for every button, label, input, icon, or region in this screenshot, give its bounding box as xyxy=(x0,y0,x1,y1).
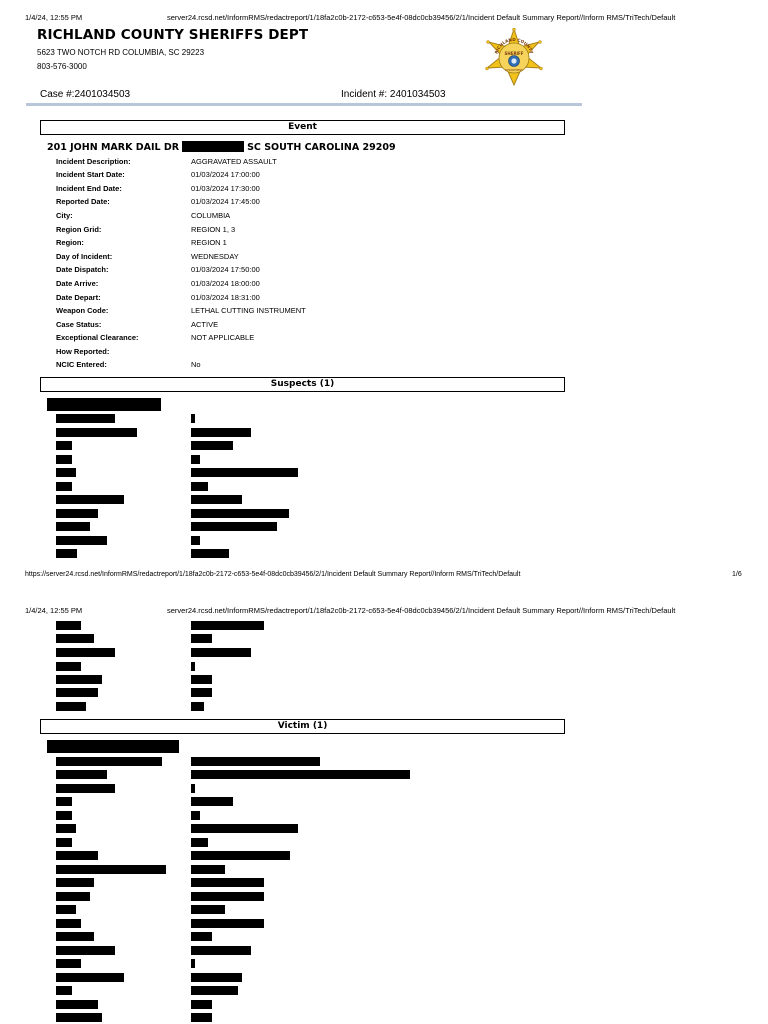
field-label: Weapon Code: xyxy=(56,306,109,315)
redaction-block xyxy=(191,1000,212,1009)
redaction-block xyxy=(191,851,290,860)
section-event-header: Event xyxy=(40,120,565,135)
field-value: WEDNESDAY xyxy=(191,252,239,261)
redaction-block xyxy=(56,702,86,711)
redaction-block xyxy=(191,986,238,995)
field-label: Region Grid: xyxy=(56,225,102,234)
footer-url: https://server24.rcsd.net/InformRMS/redactreport/1/18fa2c0b-2172-c653-5e4f-08dc0cb39456/2/1/Incident Default Summary Report//Inform RMS/TriTech/Default xyxy=(25,571,521,578)
field-label: Case Status: xyxy=(56,320,102,329)
field-value: 01/03/2024 17:30:00 xyxy=(191,184,260,193)
redaction-block xyxy=(56,536,107,545)
redaction-block xyxy=(56,549,77,558)
redaction-block xyxy=(191,648,251,657)
redaction-block xyxy=(191,784,195,793)
redaction-block xyxy=(191,892,264,901)
location-street: 201 JOHN MARK DAIL DR xyxy=(47,142,180,153)
redaction-block xyxy=(56,986,72,995)
redaction-block xyxy=(56,509,98,518)
redaction-block xyxy=(191,811,200,820)
case-number: Case #:2401034503 xyxy=(40,89,131,100)
redaction-block xyxy=(47,398,161,411)
redaction-block xyxy=(56,824,76,833)
redaction-block xyxy=(56,932,94,941)
redaction-block xyxy=(56,973,124,982)
redaction-block xyxy=(191,536,200,545)
footer-page-number: 1/6 xyxy=(732,571,742,578)
redaction-block xyxy=(191,865,225,874)
redaction-block xyxy=(191,838,208,847)
field-label: Exceptional Clearance: xyxy=(56,333,139,342)
agency-phone: 803-576-3000 xyxy=(37,62,87,71)
redaction-block xyxy=(191,634,212,643)
field-value: NOT APPLICABLE xyxy=(191,333,255,342)
redaction-block xyxy=(56,878,94,887)
field-label: Incident Description: xyxy=(56,157,131,166)
field-label: Region: xyxy=(56,238,84,247)
redaction-block xyxy=(56,946,115,955)
badge-text-bottom: DEPARTMENT xyxy=(505,69,523,72)
field-value: REGION 1, 3 xyxy=(191,225,236,234)
redaction-block xyxy=(56,865,166,874)
redaction-block xyxy=(56,522,90,531)
field-value: AGGRAVATED ASSAULT xyxy=(191,157,277,166)
redaction-block xyxy=(56,455,72,464)
redaction-block xyxy=(191,621,264,630)
redaction-block xyxy=(56,482,72,491)
redaction-block xyxy=(191,455,200,464)
redaction-block xyxy=(191,702,204,711)
redaction-block xyxy=(56,468,76,477)
field-value: 01/03/2024 17:50:00 xyxy=(191,265,260,274)
field-value: 01/03/2024 17:45:00 xyxy=(191,197,260,206)
redaction-block xyxy=(191,509,289,518)
redaction-block xyxy=(191,675,212,684)
redaction-block xyxy=(191,468,298,477)
redaction-block xyxy=(56,1013,102,1022)
redaction-block xyxy=(56,1000,98,1009)
redaction-block xyxy=(191,414,195,423)
field-value: COLUMBIA xyxy=(191,211,231,220)
redaction-block xyxy=(191,973,242,982)
redaction-block xyxy=(191,428,251,437)
location-state-zip: SC SOUTH CAROLINA 29209 xyxy=(247,142,396,153)
field-label: Incident Start Date: xyxy=(56,170,125,179)
field-value: LETHAL CUTTING INSTRUMENT xyxy=(191,306,306,315)
redaction-block xyxy=(191,482,208,491)
redaction-block xyxy=(56,495,124,504)
redaction-block xyxy=(56,919,81,928)
redaction-block xyxy=(56,811,72,820)
redaction-block xyxy=(56,414,115,423)
redaction-block xyxy=(191,770,410,779)
print-timestamp: 1/4/24, 12:55 PM xyxy=(25,13,83,22)
redaction-block xyxy=(191,662,195,671)
field-value: ACTIVE xyxy=(191,320,219,329)
redaction-block xyxy=(191,688,212,697)
sheriff-badge-icon xyxy=(483,28,545,86)
field-label: Date Depart: xyxy=(56,293,101,302)
redaction-block xyxy=(182,141,244,152)
redaction-block xyxy=(191,959,195,968)
redaction-block xyxy=(191,441,233,450)
field-label: NCIC Entered: xyxy=(56,360,107,369)
print-url: server24.rcsd.net/InformRMS/redactreport/1/18fa2c0b-2172-c653-5e4f-08dc0cb39456/2/1/Incident Default Summary Report//Inform RMS/TriTech/Default xyxy=(167,13,676,22)
field-label: City: xyxy=(56,211,73,220)
redaction-block xyxy=(56,784,115,793)
field-label: Day of Incident: xyxy=(56,252,113,261)
field-label: Incident End Date: xyxy=(56,184,122,193)
field-value: 01/03/2024 17:00:00 xyxy=(191,170,260,179)
redaction-block xyxy=(56,757,162,766)
redaction-block xyxy=(191,946,251,955)
redaction-block xyxy=(56,959,81,968)
redaction-block xyxy=(191,522,277,531)
redaction-block xyxy=(56,634,94,643)
field-value: No xyxy=(191,360,201,369)
redaction-block xyxy=(191,495,242,504)
field-value: 01/03/2024 18:31:00 xyxy=(191,293,260,302)
redaction-block xyxy=(56,441,72,450)
redaction-block xyxy=(56,892,90,901)
redaction-block xyxy=(191,549,229,558)
redaction-block xyxy=(56,621,81,630)
section-victim-header: Victim (1) xyxy=(40,719,565,734)
redaction-block xyxy=(191,824,298,833)
redaction-block xyxy=(56,905,76,914)
redaction-block xyxy=(191,919,264,928)
agency-address: 5623 TWO NOTCH RD COLUMBIA, SC 29223 xyxy=(37,48,205,57)
redaction-block xyxy=(56,688,98,697)
section-suspects-header: Suspects (1) xyxy=(40,377,565,392)
redaction-block xyxy=(56,770,107,779)
print-url: server24.rcsd.net/InformRMS/redactreport/1/18fa2c0b-2172-c653-5e4f-08dc0cb39456/2/1/Incident Default Summary Report//Inform RMS/TriTech/Default xyxy=(167,606,676,615)
redaction-block xyxy=(191,757,320,766)
print-timestamp: 1/4/24, 12:55 PM xyxy=(25,606,83,615)
field-label: Date Arrive: xyxy=(56,279,99,288)
redaction-block xyxy=(191,878,264,887)
redaction-block xyxy=(56,675,102,684)
redaction-block xyxy=(56,648,115,657)
incident-number: Incident #: 2401034503 xyxy=(341,89,446,100)
redaction-block xyxy=(191,905,225,914)
redaction-block xyxy=(56,838,72,847)
redaction-block xyxy=(191,1013,212,1022)
incident-location xyxy=(47,141,396,153)
redaction-block xyxy=(56,662,81,671)
field-value: REGION 1 xyxy=(191,238,227,247)
redaction-block xyxy=(56,428,137,437)
agency-name: RICHLAND COUNTY SHERIFFS DEPT xyxy=(37,27,309,43)
field-label: How Reported: xyxy=(56,347,110,356)
redaction-block xyxy=(47,740,179,753)
redaction-block xyxy=(191,797,233,806)
redaction-block xyxy=(191,932,212,941)
field-label: Reported Date: xyxy=(56,197,110,206)
badge-text-mid: SHERIFF xyxy=(504,51,524,56)
badge-text-top: RICHLAND COUNTY xyxy=(493,36,535,55)
redaction-block xyxy=(56,797,72,806)
header-divider xyxy=(26,103,582,106)
redaction-block xyxy=(56,851,98,860)
field-value: 01/03/2024 18:00:00 xyxy=(191,279,260,288)
field-label: Date Dispatch: xyxy=(56,265,109,274)
